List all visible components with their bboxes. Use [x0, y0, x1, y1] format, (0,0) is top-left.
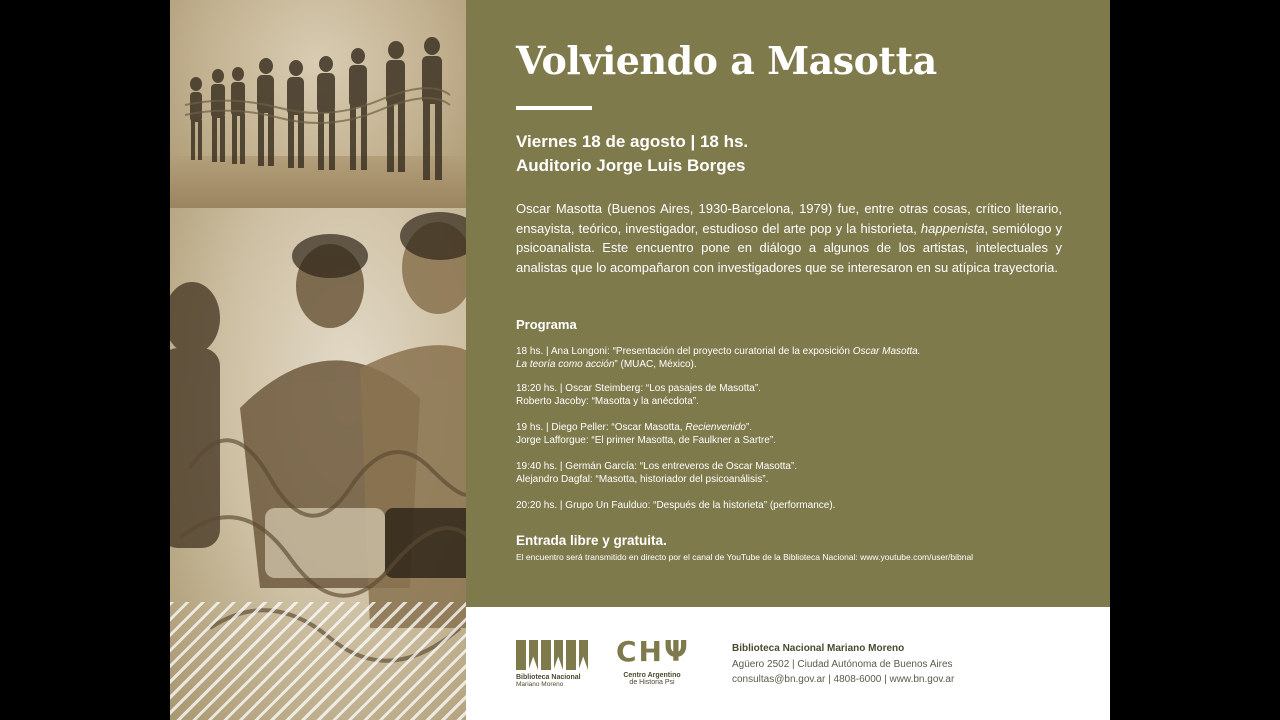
program-text: ”. — [745, 422, 753, 433]
contact-address: Agüero 2502 | Ciudad Autónoma de Buenos Aires — [732, 658, 953, 670]
program-text: 19 hs. | Diego Peller: “Oscar Masotta, — [516, 422, 686, 433]
program-italic-text: Oscar Masotta. — [852, 346, 921, 357]
bn-logo-caption-line2: Mariano Moreno — [516, 681, 564, 688]
content-panel — [466, 0, 1110, 607]
masotta-closeup-photo — [170, 208, 466, 720]
program-line: 20:20 hs. | Grupo Un Faulduo: “Después de la historieta” (performance). — [516, 500, 836, 511]
chy-logo-mark: CHΨ — [616, 635, 690, 668]
beach-figures-illustration — [170, 0, 466, 208]
chy-logo-caption-line1: Centro Argentino — [623, 672, 681, 679]
program-line — [516, 345, 1076, 358]
bn-logo-mark-icon — [516, 640, 588, 670]
diagonal-stripes — [170, 602, 466, 720]
program-item — [516, 460, 1076, 486]
description-italic-term: happenista — [920, 220, 985, 236]
biblioteca-nacional-logo — [516, 640, 588, 688]
program-line: Roberto Jacoby: “Masotta y la anécdota”. — [516, 396, 699, 407]
program-italic-text: La teoría como acción — [516, 359, 615, 370]
description-part-1: Oscar Masotta (Buenos Aires, 1930-Barcelona, 1979) fue, entre otras cosas, crítico literario, ensayista, teórico, investigador, estudioso del arte pop y la historieta, — [516, 201, 1062, 236]
poster-title: Volviendo a Masotta — [516, 38, 937, 83]
bn-logo-caption-line1: Biblioteca Nacional — [516, 674, 581, 681]
chy-logo-caption-line2: de Historia Psi — [629, 679, 675, 686]
program-item — [516, 345, 1076, 371]
program-line: Alejandro Dagfal: “Masotta, historiador del psicoanálisis”. — [516, 474, 769, 485]
chy-logo — [616, 637, 706, 686]
admission-note: El encuentro será transmitido en directo por el canal de YouTube de la Biblioteca Nacional: www.youtube.com/user/bibnal — [516, 552, 974, 562]
footer — [466, 607, 1110, 720]
event-venue: Auditorio Jorge Luis Borges — [516, 156, 746, 175]
program-line: Jorge Lafforgue: “El primer Masotta, de Faulkner a Sartre”. — [516, 435, 776, 446]
program-italic-text: Recienvenido — [685, 422, 746, 433]
program-item — [516, 499, 1076, 512]
admission-title: Entrada libre y gratuita. — [516, 533, 667, 548]
title-divider — [516, 106, 592, 110]
program-text: ” (MUAC, México). — [614, 359, 697, 370]
beach-group-photo — [170, 0, 466, 208]
program-line — [516, 421, 1076, 434]
program-line: 19:40 hs. | Germán García: “Los entreveros de Oscar Masotta”. — [516, 461, 798, 472]
program-item — [516, 421, 1076, 447]
program-line — [516, 358, 1076, 371]
program-heading: Programa — [516, 317, 577, 332]
program-item — [516, 382, 1076, 408]
event-poster — [170, 0, 1110, 720]
contact-name: Biblioteca Nacional Mariano Moreno — [732, 643, 905, 654]
program-text: 18 hs. | Ana Longoni: “Presentación del proyecto curatorial de la exposición — [516, 346, 853, 357]
contact-info: consultas@bn.gov.ar | 4808-6000 | www.bn.gov.ar — [732, 674, 955, 685]
description-part-2: , semiólogo y psicoanalista. Este encuentro pone en diálogo a algunos de los artistas, intelectuales y analistas que lo acompañaron con investigadores que se interesaron en su atípica trayectoria. — [516, 220, 1062, 275]
event-date: Viernes 18 de agosto | 18 hs. — [516, 132, 749, 151]
contact-block — [732, 641, 954, 688]
program-line: 18:20 hs. | Oscar Steimberg: “Los pasajes de Masotta”. — [516, 383, 761, 394]
event-description — [516, 199, 1062, 277]
